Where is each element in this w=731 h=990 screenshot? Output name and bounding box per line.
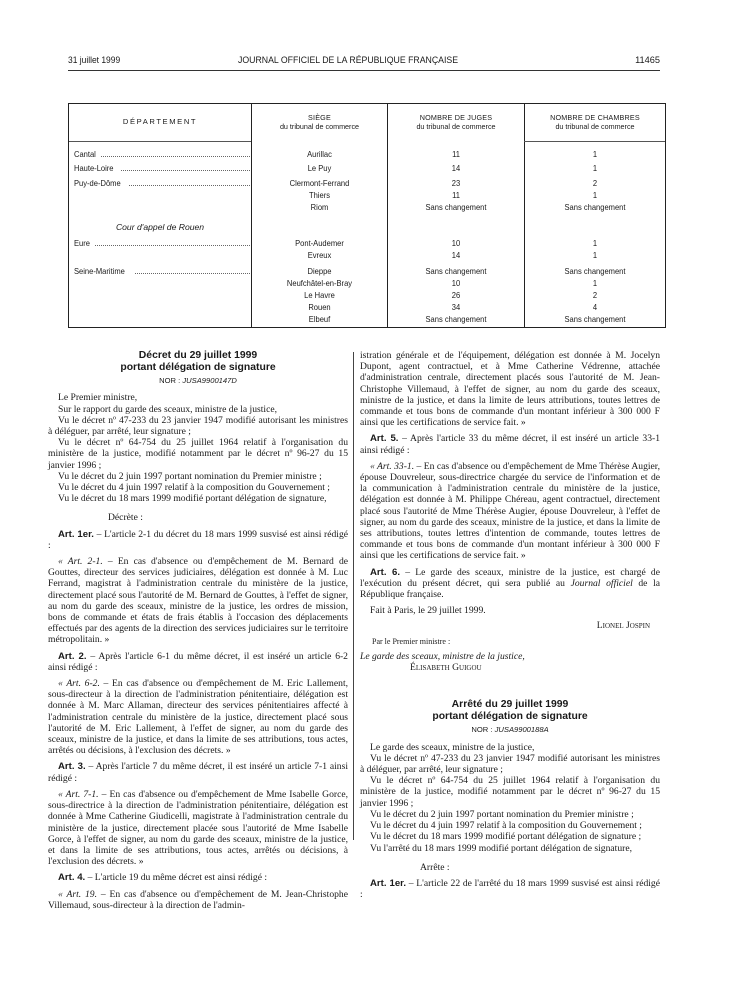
cell-juges: 10 (451, 278, 461, 288)
cell-siege: Le Havre (304, 290, 335, 300)
article-quote (48, 678, 348, 756)
article-label: Art. 2. (58, 650, 87, 662)
nor-label: NOR : (471, 725, 493, 735)
article-text: – L'article 2-1 du décret du 18 mars 1999 susvisé est ainsi rédigé : (48, 528, 348, 551)
arrete-title: Arrêté du 29 juillet 1999 (451, 699, 569, 711)
header-juges (388, 104, 524, 141)
cell-siege: Le Puy (307, 163, 332, 173)
nor-label: NOR : (159, 376, 181, 386)
article (48, 651, 348, 673)
cell-chambres: Sans changement (564, 314, 626, 324)
header-chambres (525, 104, 665, 141)
article-quote (48, 556, 348, 646)
cell-juges: 11 (452, 190, 460, 200)
decret-title: Décret du 29 juillet 1999 (138, 350, 258, 361)
cell-chambres: 1 (592, 238, 598, 248)
cell-juges: Sans changement (425, 266, 487, 276)
cell-chambres: 2 (592, 290, 598, 300)
visa: Vu le décret du 18 mars 1999 modifié portant délégation de signature ; (370, 831, 642, 843)
article-text: de la République française. (360, 577, 660, 601)
article-quote (360, 461, 660, 562)
cell-departement (74, 162, 250, 174)
article-text-start: – En cas d'absence ou d'empêchement de M. Jean-Christophe Villemaud, sous-directeur à la direction de l'admin- (48, 888, 348, 911)
signature-guigou: Élisabeth Guigou (410, 662, 482, 674)
article (48, 529, 348, 551)
article-label: « Art. 19. (58, 888, 97, 900)
page-number: 11465 (635, 55, 660, 65)
cell-departement (74, 177, 250, 189)
visa: Vu le décret nº 47-233 du 23 janvier 1947 modifié autorisant les ministres à déléguer, par arrêté, leur signature ; (360, 752, 660, 776)
nor-code: JUSA9900147D (182, 376, 237, 386)
cell-siege: Neufchâtel-en-Bray (286, 278, 353, 288)
article-text: – Après l'article 33 du même décret, il est inséré un article 33-1 ainsi rédigé : (360, 433, 660, 456)
cell-chambres: 2 (592, 178, 598, 188)
article-label: « Art. 2-1. (58, 556, 103, 568)
article (360, 433, 660, 455)
cell-juges: Sans changement (425, 314, 487, 324)
cell-departement (74, 237, 250, 249)
article-quote (48, 789, 348, 867)
cell-juges: 34 (451, 302, 461, 312)
cell-juges: 10 (451, 238, 461, 248)
article (48, 761, 348, 783)
par-le-premier-ministre: Par le Premier ministre : (372, 636, 451, 646)
cell-juges: 14 (451, 163, 461, 173)
dot-leader (74, 245, 250, 246)
visa: Vu le décret nº 47-233 du 23 janvier 1947 modifié autorisant les ministres à déléguer, par arrêté, leur signature ; (48, 414, 348, 437)
header-sublabel: du tribunal de commerce (416, 121, 496, 131)
departement-name-wrap (74, 237, 94, 249)
article-label: Art. 1er. (58, 528, 94, 540)
article-label: « Art. 33-1. (370, 460, 415, 472)
decret-column-right (360, 350, 660, 900)
visa: Vu le décret nº 64-754 du 25 juillet 1964 relatif à l'organisation du ministère de la justice, modifié notamment par le décret nº 96-27 du 15 janvier 1996 ; (48, 437, 348, 471)
arrete-nor (360, 724, 660, 735)
decret-column-left (48, 350, 348, 911)
cell-juges: 14 (451, 250, 461, 260)
cell-departement (74, 265, 250, 277)
cell-chambres: 4 (592, 302, 598, 312)
decrete-label: Décrète : (108, 512, 143, 524)
article-text: – En cas d'absence ou d'empêchement de Mme Isabelle Gorce, sous-directrice à la direction de l'administration pénitentiaire, délégation est donnée à Mme Catherine Giudicelli, magistrate à l'administration centrale du ministère de la justice, directement placée sous l'autorité de Mme Isabelle Gorce, à l'effet de signer, au nom du garde des sceaux, ministre de la justice, et dans la limite de ses attributions, tous actes, arrêtés ou décisions, à l'exclusion des décrets. » (48, 788, 349, 868)
visa: Vu le décret nº 64-754 du 25 juillet 1964 relatif à l'organisation du ministère de la justice, modifié notamment par le décret nº 96-27 du 15 janvier 1996 ; (360, 775, 660, 809)
cell-juges: Sans changement (425, 202, 487, 212)
visa: Vu le décret du 4 juin 1997 relatif à la composition du Gouvernement ; (370, 820, 642, 832)
journal-title: JOURNAL OFFICIEL DE LA RÉPUBLIQUE FRANÇAISE (238, 55, 459, 65)
article-text: – Après l'article 7 du même décret, il est inséré un article 7-1 ainsi rédigé : (48, 761, 348, 784)
visa: Vu le décret du 4 juin 1997 relatif à la composition du Gouvernement ; (58, 482, 330, 494)
article (48, 872, 348, 883)
cell-siege: Elbeuf (308, 314, 331, 324)
departement-name: Puy-de-Dôme (74, 178, 121, 188)
header-siege (252, 104, 387, 141)
arrete-subtitle: portant délégation de signature (432, 710, 588, 722)
article-label: « Art. 6-2. (58, 678, 100, 690)
header-label: NOMBRE DE JUGES (419, 113, 493, 122)
cell-siege: Evreux (307, 250, 332, 260)
cell-juges: 23 (451, 178, 461, 188)
cell-siege: Thiers (308, 190, 331, 200)
header-label: SIÈGE (308, 113, 331, 122)
cell-chambres: 1 (592, 190, 598, 200)
signature-jospin: Lionel Jospin (596, 620, 650, 632)
departement-name-wrap (74, 148, 101, 160)
fait-a-paris: Fait à Paris, le 29 juillet 1999. (370, 605, 486, 617)
header-label: NOMBRE DE CHAMBRES (550, 113, 640, 122)
decret-subtitle: portant délégation de signature (120, 361, 276, 373)
arrete-label: Arrête : (420, 861, 450, 873)
header-rule (69, 141, 251, 142)
issue-date: 31 juillet 1999 (68, 55, 121, 65)
visa: Vu l'arrêté du 18 mars 1999 modifié portant délégation de signature, (370, 842, 632, 854)
article-text: – En cas d'absence ou d'empêchement de M. Bernard de Gouttes, directeur des services judiciaires, délégation est donnée à M. Luc Ferrand, magistrat à l'administration centrale du ministère de la justice, directement placé sous l'autorité de M. Bernard de Gouttes, à l'effet de signer, au nom du garde des sceaux, ministre de la justice, les ordres de mission, bons de commande et états de frais établis à l'occasion des déplacements effectués par des agents de la direction des services judiciaires sur le territoire métropolitain. » (48, 556, 349, 646)
nor-code: JUSA9900188A (494, 725, 549, 735)
article-text: – L'article 22 de l'arrêté du 18 mars 1999 susvisé est ainsi rédigé : (360, 877, 660, 901)
header-label: DÉPARTEMENT (122, 117, 198, 127)
cell-siege: Pont-Audemer (295, 238, 344, 248)
cell-siege: Aurillac (307, 149, 332, 159)
cell-juges: 11 (452, 149, 460, 159)
visa: Vu le décret du 2 juin 1997 portant nomination du Premier ministre ; (58, 470, 322, 482)
article-text-end: istration générale et de l'équipement, délégation est donnée à M. Jocelyn Dupont, agent contractuel, et à Mme Catherine Védrenne, attachée d'administration centrale, directement placés sous l'autorité de M. Jean-Christophe Villemaud, à l'effet de signer, au nom du garde des sceaux, ministre de la justice, et dans la limite de leurs attributions, toutes lettres de commande et tous bons de commande d'un montant inférieur à 300 000 F ainsi que les certifications de service fait. » (360, 350, 660, 429)
cell-chambres: 1 (592, 250, 598, 260)
departement-name: Seine-Maritime (74, 266, 125, 276)
visa: Le garde des sceaux, ministre de la justice, (370, 741, 535, 753)
cell-chambres: 1 (592, 278, 598, 288)
departement-name-wrap (74, 177, 129, 189)
article-label: Art. 4. (58, 872, 86, 884)
departement-name-wrap (74, 162, 121, 174)
header-sublabel: du tribunal de commerce (279, 121, 360, 131)
decret-nor (48, 375, 348, 386)
departement-name-wrap (74, 265, 134, 277)
visa: Le Premier ministre, (58, 392, 138, 404)
garde-des-sceaux: Le garde des sceaux, ministre de la justice, (360, 650, 525, 662)
article-label: « Art. 7-1. (58, 788, 99, 800)
column-separator (353, 352, 354, 840)
cour-appel-label: Cour d'appel de Rouen (115, 222, 205, 232)
article-quote (48, 889, 348, 911)
article (360, 567, 660, 601)
cell-siege: Clermont-Ferrand (289, 178, 350, 188)
article-text: – L'article 19 du même décret est ainsi rédigé : (85, 872, 268, 884)
article-text: – Le garde des sceaux, ministre de la justice, est chargé de l'exécution du présent décret, qui sera publié au (360, 566, 660, 589)
departement-name: Haute-Loire (74, 163, 114, 173)
departement-name: Cantal (74, 149, 96, 159)
header-departement (69, 104, 251, 141)
cell-juges: 26 (451, 290, 461, 300)
header-sublabel: du tribunal de commerce (555, 121, 635, 131)
cell-chambres: Sans changement (564, 266, 626, 276)
article-text: – En cas d'absence ou d'empêchement de Mme Thérèse Augier, épouse Douvreleur, sous-directrice chargée du service de l'information et de la communication à l'administration centrale du ministère de la justice, délégation est donnée à M. Philippe Chéreau, agent contractuel, directement placé sous l'autorité de Mme Thérèse Augier, épouse Douvreleur, à l'effet de signer, au nom du garde des sceaux, ministre de la justice, et dans la limite de ses attributions, toutes lettres d'intention de commande, toutes lettres de commande et tous bons de commande d'un montant inférieur à 300 000 F ainsi que les certifications de service fait. » (360, 460, 660, 562)
cell-departement (74, 148, 250, 160)
cell-chambres: 1 (592, 163, 598, 173)
article-label: Art. 1er. (370, 877, 407, 889)
cell-chambres: 1 (592, 149, 598, 159)
article-continuation (360, 350, 660, 428)
visa: Vu le décret du 2 juin 1997 portant nomination du Premier ministre ; (370, 808, 634, 820)
departement-name: Eure (74, 238, 90, 248)
journal-officiel-ref: Journal officiel (570, 577, 633, 589)
cell-siege: Rouen (308, 302, 331, 312)
cell-siege: Riom (310, 202, 329, 212)
article-label: Art. 5. (370, 433, 399, 445)
cell-siege: Dieppe (307, 266, 332, 276)
article-text: – En cas d'absence ou d'empêchement de M. Eric Lallement, sous-directeur à la direction de l'administration pénitentiaire, délégation est donnée à M. Marc Allaman, directeur des services pénitentiaires affecté à l'administration centrale du ministère de la justice, directement placé sous l'autorité de M. Eric Lallement, à l'effet de signer, au nom du garde des sceaux, ministre de la justice, et dans la limite de ses attributions, tous actes, arrêtés ou décisions, à l'exclusion des décrets. » (48, 678, 349, 757)
header-rule (524, 141, 665, 142)
article (360, 878, 660, 900)
article-text: – Après l'article 6-1 du même décret, il est inséré un article 6-2 ainsi rédigé : (48, 650, 348, 673)
running-header (68, 55, 660, 69)
cell-chambres: Sans changement (564, 202, 626, 212)
article-label: Art. 3. (58, 761, 86, 773)
header-rule (68, 70, 660, 71)
tribunaux-table (68, 103, 666, 328)
spacer (360, 673, 660, 699)
article-label: Art. 6. (370, 566, 400, 578)
visa: Sur le rapport du garde des sceaux, ministre de la justice, (58, 403, 277, 415)
visa: Vu le décret du 18 mars 1999 modifié portant délégation de signature, (58, 493, 327, 505)
